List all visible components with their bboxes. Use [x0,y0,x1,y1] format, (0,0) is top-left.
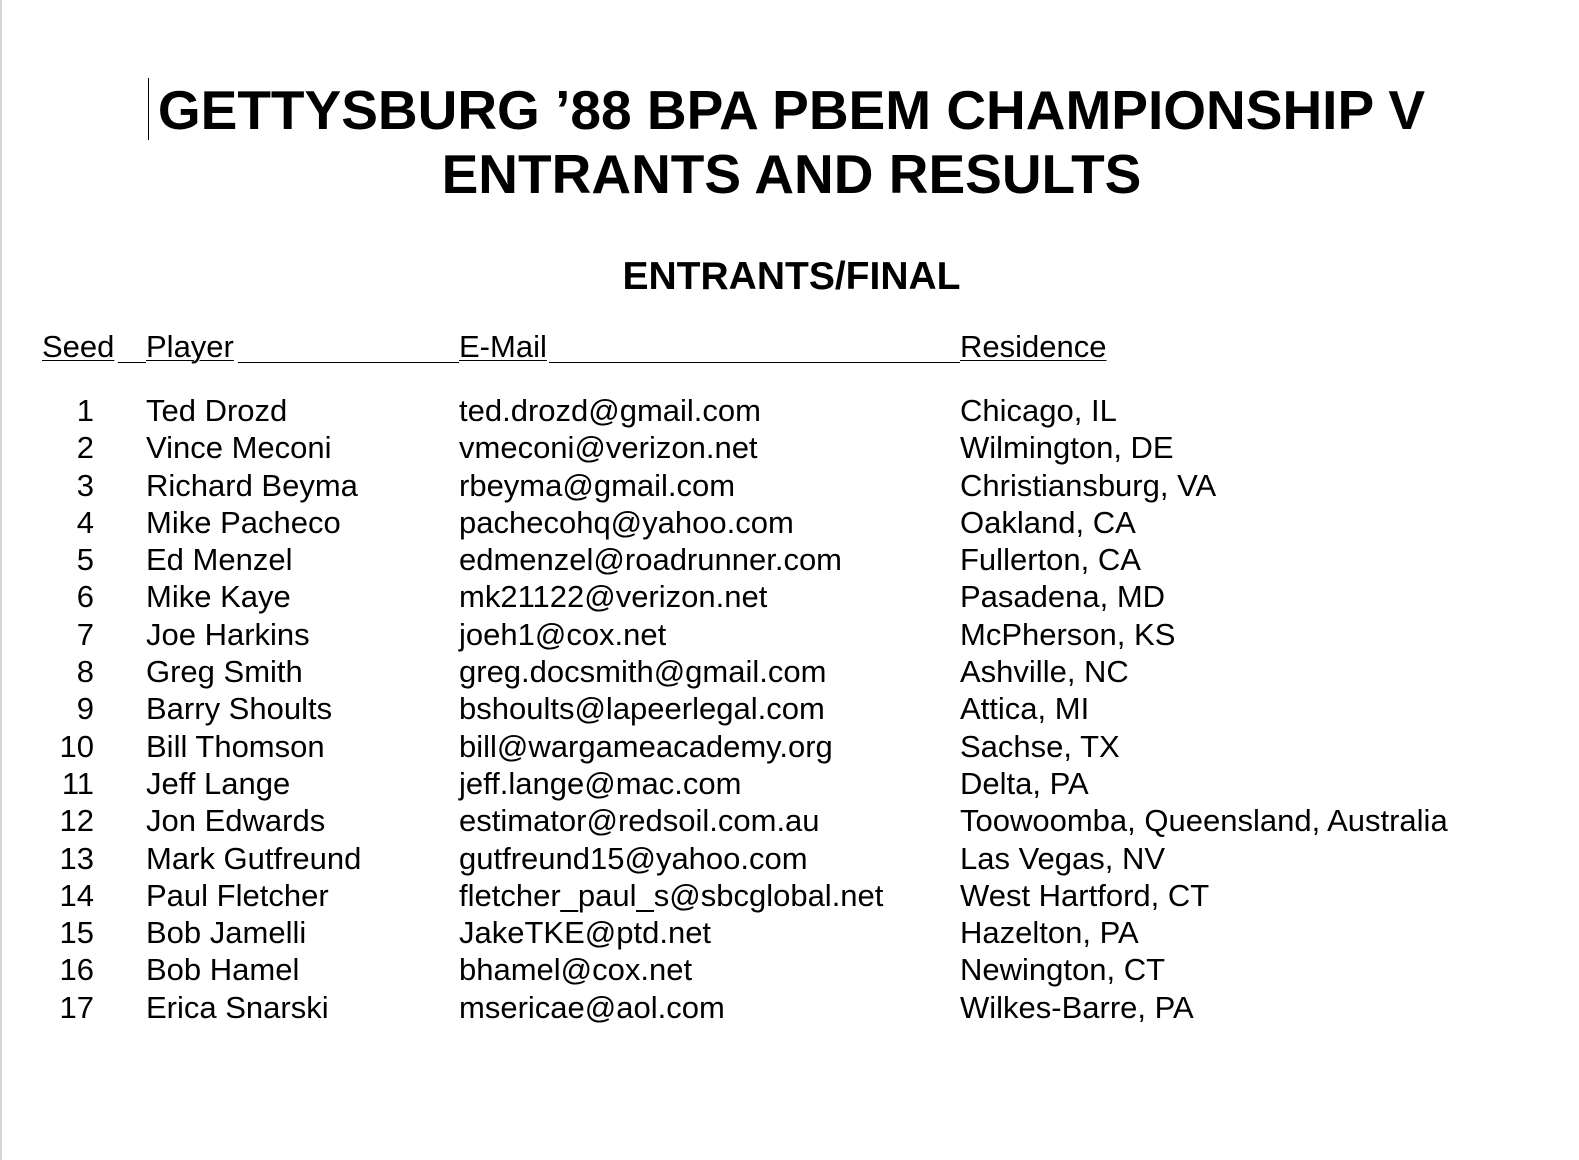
email-cell: gutfreund15@yahoo.com [459,840,808,876]
email-cell: msericae@aol.com [459,989,725,1025]
table-row [0,690,1579,727]
email-cell: bhamel@cox.net [459,952,693,988]
header-email: E-Mail [459,329,547,364]
player-cell: Jeff Lange [146,765,291,801]
seed-cell: 16 [59,952,94,988]
header-player: Player [146,329,234,364]
player-cell: Erica Snarski [146,989,329,1025]
residence-cell: Wilkes-Barre, PA [960,989,1194,1025]
seed-cell: 15 [59,915,94,951]
table-row [0,989,1579,1026]
player-cell: Greg Smith [146,654,303,690]
seed-cell: 10 [59,728,94,764]
header-seed: Seed [42,329,115,364]
player-cell: Mark Gutfreund [146,840,362,876]
residence-cell: Pasadena, MD [960,579,1166,615]
residence-cell: West Hartford, CT [960,877,1210,913]
residence-cell: Ashville, NC [960,654,1129,690]
email-cell: jeff.lange@mac.com [459,765,742,801]
email-cell: edmenzel@roadrunner.com [459,542,843,578]
seed-cell: 3 [76,467,94,503]
table-row [0,392,1579,429]
table-row [0,467,1579,504]
residence-cell: Fullerton, CA [960,542,1141,578]
email-cell: rbeyma@gmail.com [459,467,736,503]
email-cell: bill@wargameacademy.org [459,728,833,764]
document-title-line-2: ENTRANTS AND RESULTS [441,143,1142,205]
table-header-row [0,329,1579,365]
seed-cell: 12 [59,803,94,839]
residence-cell: Sachse, TX [960,728,1120,764]
email-cell: joeh1@cox.net [459,616,667,652]
email-cell: greg.docsmith@gmail.com [459,654,827,690]
player-cell: Joe Harkins [146,616,310,652]
table-row [0,728,1579,765]
header-underline-3 [549,362,960,363]
seed-cell: 11 [61,765,94,801]
seed-cell: 5 [76,542,94,578]
player-cell: Barry Shoults [146,691,333,727]
residence-cell: Newington, CT [960,952,1166,988]
email-cell: mk21122@verizon.net [459,579,768,615]
email-cell: JakeTKE@ptd.net [459,915,712,951]
email-cell: ted.drozd@gmail.com [459,393,761,428]
email-cell: fletcher_paul_s@sbcglobal.net [459,877,884,913]
player-cell: Richard Beyma [146,467,358,503]
residence-cell: Delta, PA [960,765,1089,801]
table-row [0,578,1579,615]
player-cell: Bill Thomson [146,728,325,764]
table-row [0,802,1579,839]
seed-cell: 2 [76,430,94,466]
player-cell: Jon Edwards [146,803,326,839]
seed-cell: 14 [59,877,94,913]
residence-cell: Las Vegas, NV [960,840,1166,876]
header-underline-1 [118,362,146,363]
residence-cell: Christiansburg, VA [960,467,1217,503]
residence-cell: Toowoomba, Queensland, Australia [960,803,1448,839]
residence-cell: Hazelton, PA [960,915,1139,951]
player-cell: Ted Drozd [146,393,288,428]
header-residence: Residence [960,329,1107,364]
table-row [0,429,1579,466]
seed-cell: 6 [76,579,94,615]
document-title-line-1: GETTYSBURG ’88 BPA PBEM CHAMPIONSHIP V [157,79,1426,141]
residence-cell: Wilmington, DE [960,430,1174,466]
seed-cell: 8 [76,654,94,690]
residence-cell: Attica, MI [960,691,1090,727]
residence-cell: Chicago, IL [960,393,1117,428]
table-row [0,951,1579,988]
table-row [0,914,1579,951]
table-row [0,504,1579,541]
player-cell: Mike Kaye [146,579,291,615]
residence-cell: Oakland, CA [960,504,1136,540]
table-row [0,541,1579,578]
entrants-table-body [0,392,1579,1026]
player-cell: Mike Pacheco [146,504,341,540]
header-underline-2 [238,362,459,363]
seed-cell: 13 [59,840,94,876]
email-cell: bshoults@lapeerlegal.com [459,691,825,727]
table-row [0,877,1579,914]
email-cell: pachecohq@yahoo.com [459,504,794,540]
seed-cell: 4 [76,504,94,540]
player-cell: Paul Fletcher [146,877,329,913]
table-row [0,653,1579,690]
residence-cell: McPherson, KS [960,616,1176,652]
player-cell: Vince Meconi [146,430,332,466]
table-row [0,616,1579,653]
player-cell: Bob Jamelli [146,915,307,951]
email-cell: estimator@redsoil.com.au [459,803,820,839]
section-heading: ENTRANTS/FINAL [622,255,961,298]
seed-cell: 1 [76,393,94,428]
seed-cell: 17 [59,989,94,1025]
email-cell: vmeconi@verizon.net [459,430,758,466]
player-cell: Ed Menzel [146,542,293,578]
seed-cell: 7 [76,616,94,652]
table-row [0,765,1579,802]
seed-cell: 9 [76,691,94,727]
table-row [0,840,1579,877]
player-cell: Bob Hamel [146,952,300,988]
